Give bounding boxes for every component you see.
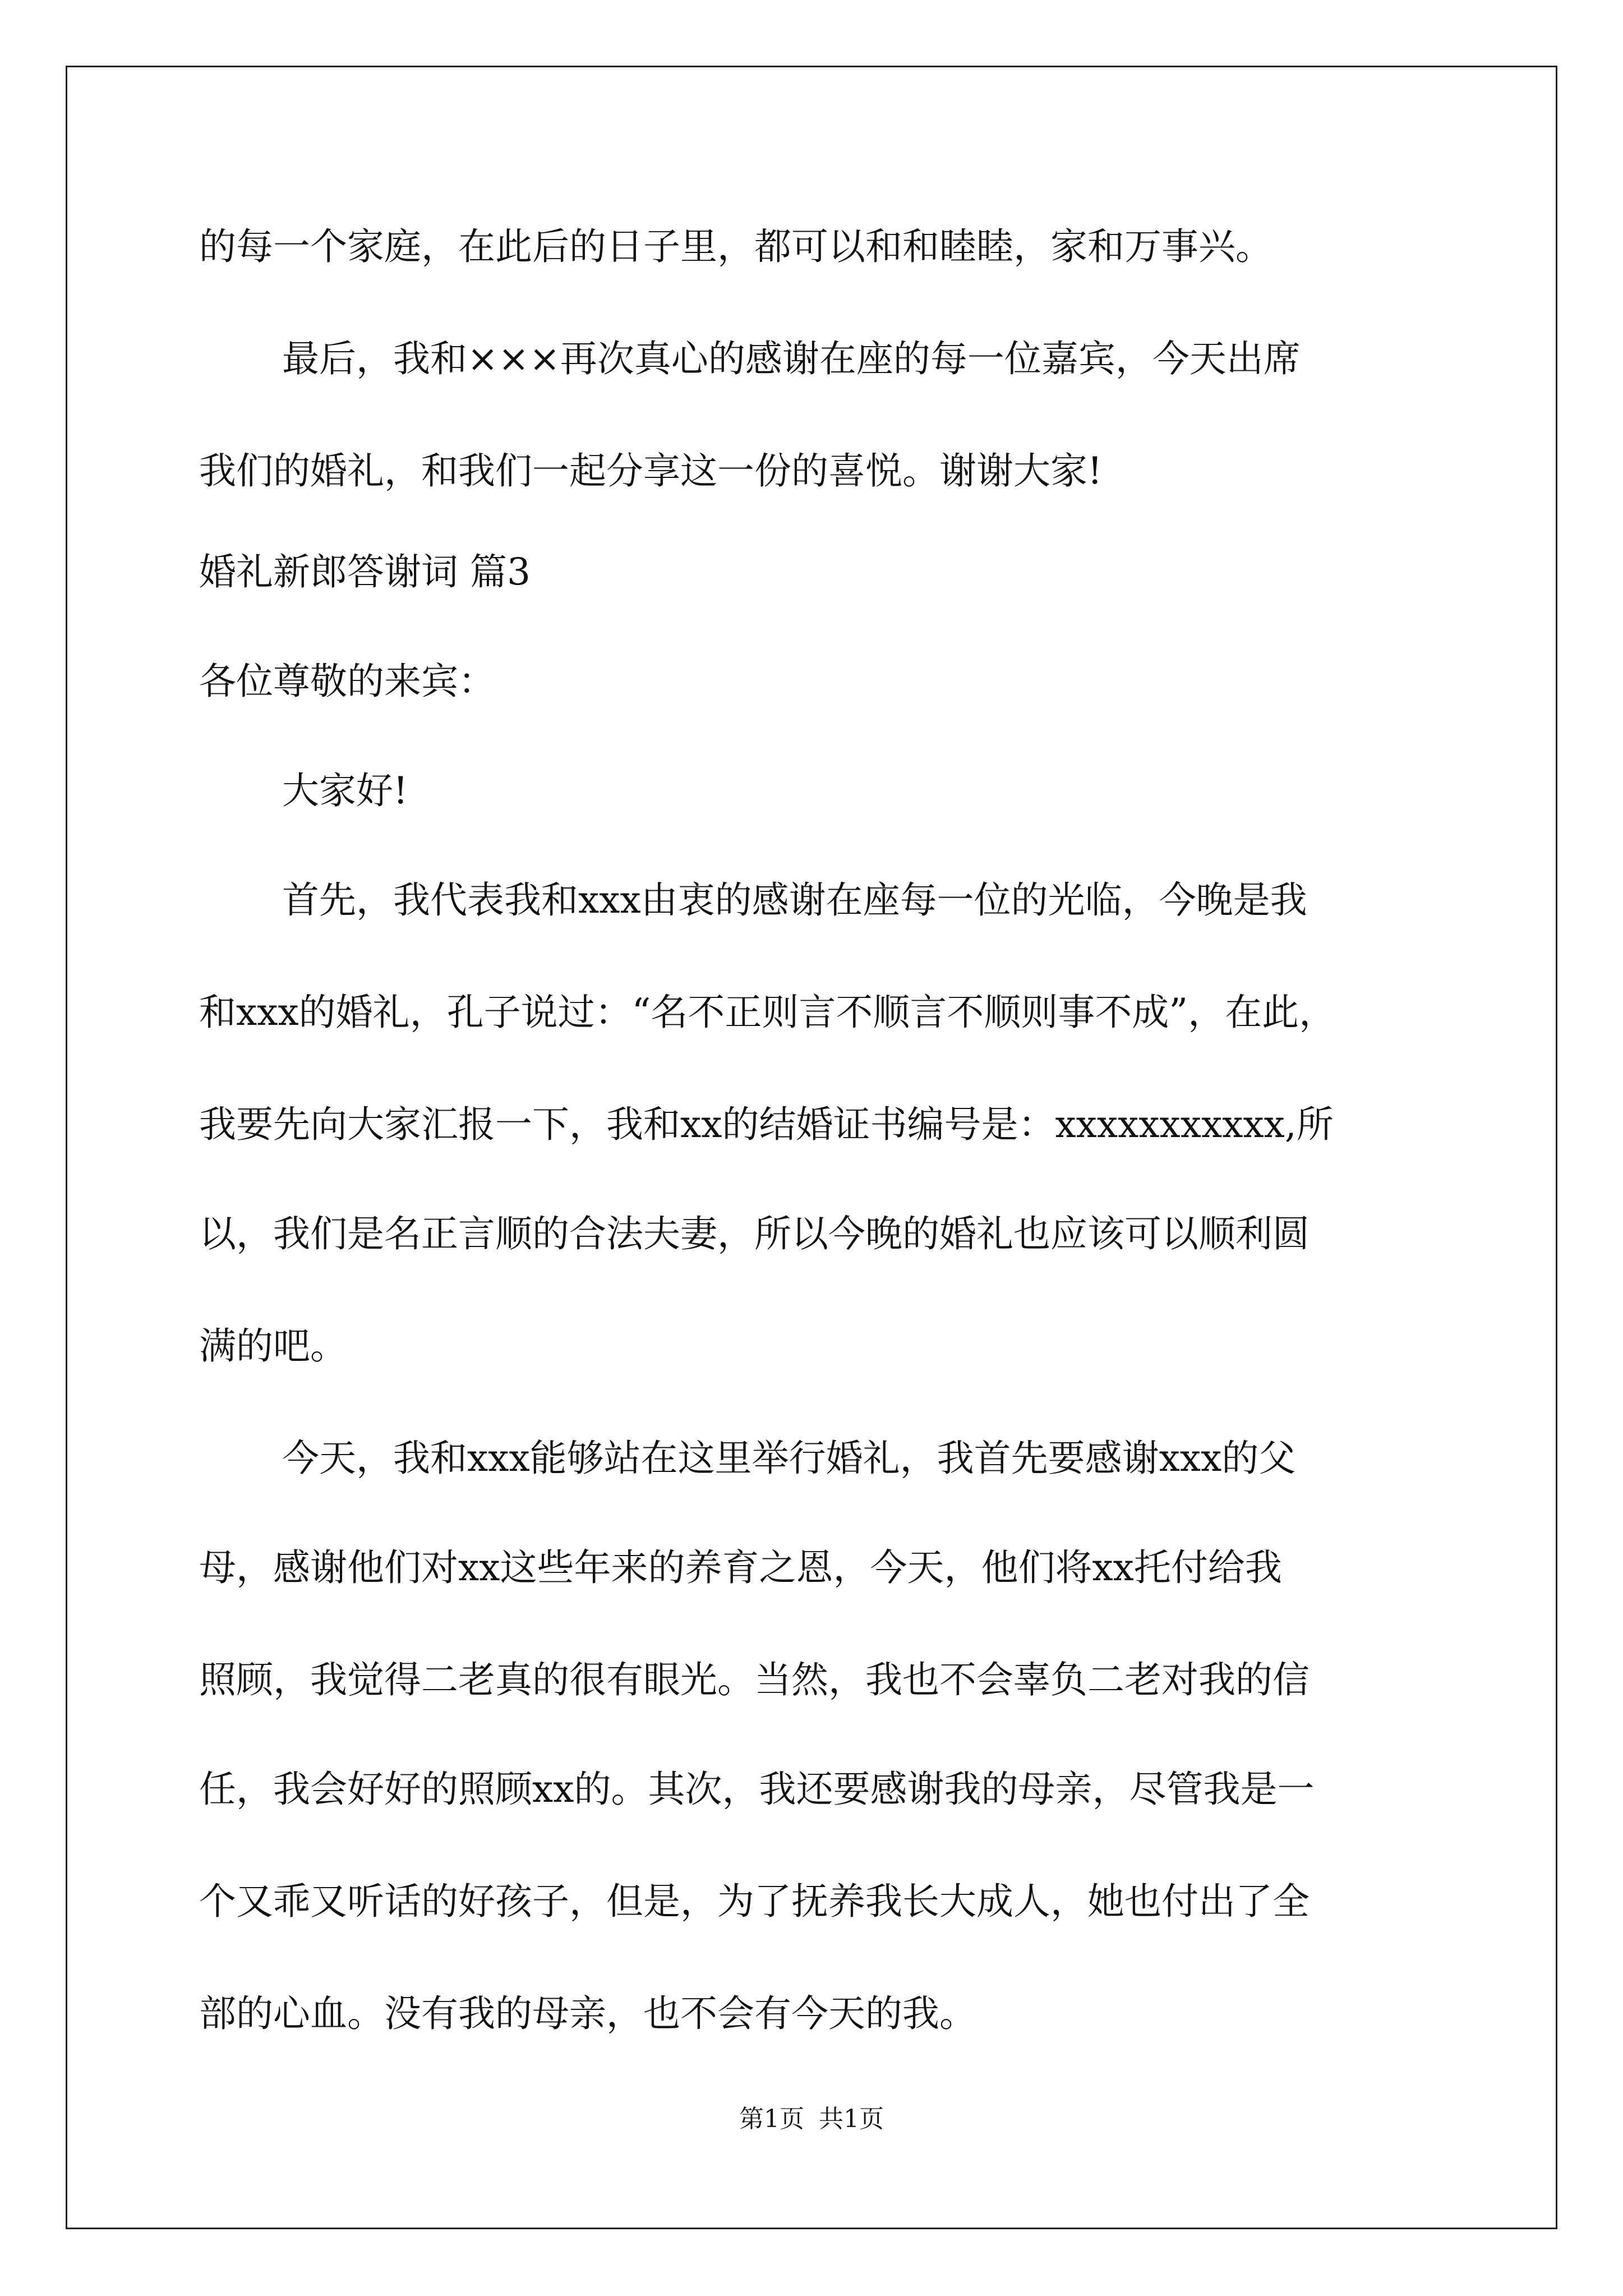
text-line: 大家好! bbox=[282, 769, 408, 812]
salutation: 各位尊敬的来宾： bbox=[199, 660, 495, 703]
text-line: 满的吧。 bbox=[199, 1324, 347, 1368]
text-line: 和xxx的婚礼，孔子说过：“名不正则言不顺言不顺则事不成”，在此， bbox=[199, 991, 1336, 1034]
text-line: 照顾，我觉得二老真的很有眼光。当然，我也不会辜负二老对我的信 bbox=[199, 1658, 1310, 1701]
text-line: 首先，我代表我和xxx由衷的感谢在座每一位的光临，今晚是我 bbox=[282, 878, 1307, 922]
page-total: 共1页 bbox=[819, 2105, 884, 2133]
text-line: 以，我们是名正言顺的合法夫妻，所以今晚的婚礼也应该可以顺利圆 bbox=[199, 1212, 1310, 1255]
text-line: 个又乖又听话的好孩子，但是，为了抚养我长大成人，她也付出了全 bbox=[199, 1880, 1310, 1923]
page-footer bbox=[0, 2102, 1623, 2136]
text-line: 母，感谢他们对xx这些年来的养育之恩，今天，他们将xx托付给我 bbox=[199, 1546, 1282, 1589]
text-line: 最后，我和×××再次真心的感谢在座的每一位嘉宾，今天出席 bbox=[282, 337, 1301, 380]
page-number: 第1页 bbox=[739, 2105, 804, 2133]
text-line: 我要先向大家汇报一下，我和xx的结婚证书编号是：xxxxxxxxxxx,所 bbox=[199, 1103, 1334, 1146]
text-line: 部的心血。没有我的母亲，也不会有今天的我。 bbox=[199, 1992, 976, 2035]
text-line: 今天，我和xxx能够站在这里举行婚礼，我首先要感谢xxx的父 bbox=[282, 1437, 1296, 1480]
text-line: 的每一个家庭，在此后的日子里，都可以和和睦睦，家和万事兴。 bbox=[199, 225, 1272, 268]
section-heading: 婚礼新郎答谢词 篇3 bbox=[199, 550, 531, 593]
text-line: 任，我会好好的照顾xx的。其次，我还要感谢我的母亲，尽管我是一 bbox=[199, 1768, 1315, 1811]
text-line: 我们的婚礼，和我们一起分享这一份的喜悦。谢谢大家! bbox=[199, 449, 1103, 493]
